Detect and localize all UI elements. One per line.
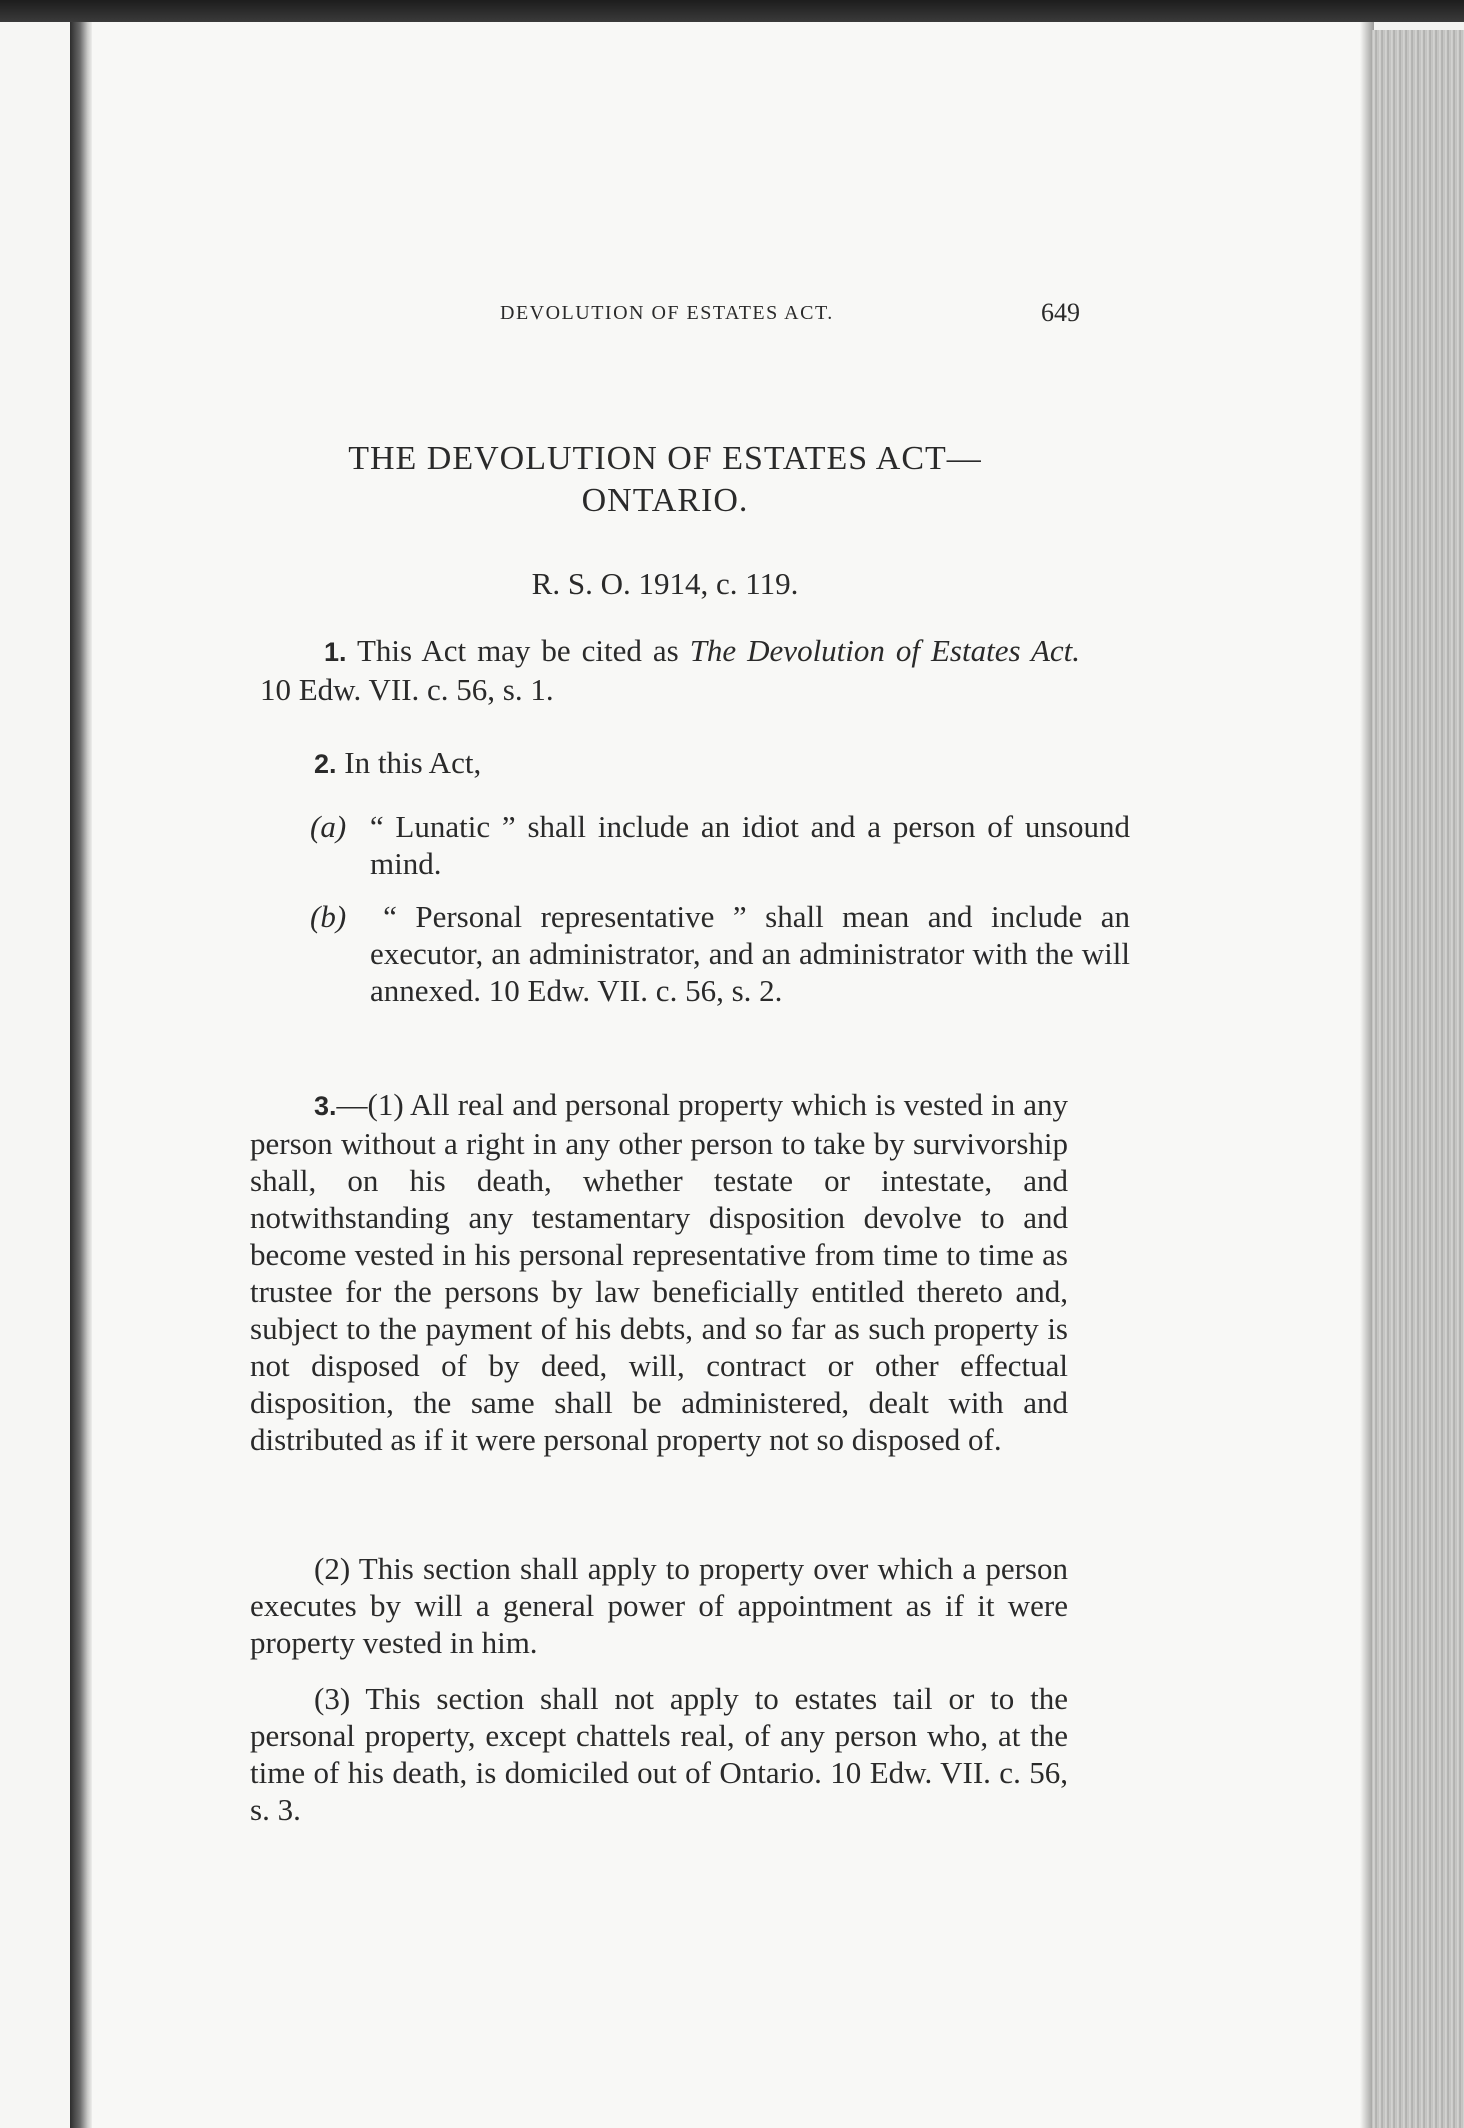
facing-page-edge <box>0 22 70 2128</box>
section-1-text: This Act may be cited as <box>346 633 690 668</box>
section-2-intro <box>250 744 1080 783</box>
section-3-subsection-2-text: (2) This section shall apply to property over which a person executes by will a general power of appointment as if it were property vested in him. <box>250 1551 1068 1660</box>
section-3-subsection-3-text: (3) This section shall not apply to estates tail or to the personal property, except chattels real, of any person who, at the time of his death, is domiciled out of Ontario. 10 Edw. VII. c. 56, s. 3. <box>250 1681 1068 1827</box>
section-3-subsection-1 <box>250 1086 1068 1458</box>
scan-background-top <box>0 0 1464 22</box>
definition-b-label: (b) <box>310 899 347 934</box>
section-1-number: 1. <box>324 637 347 667</box>
act-title-line-2: ONTARIO. <box>581 482 749 519</box>
section-1 <box>260 632 1080 708</box>
section-1-short-title: The Devolution of Estates Act. <box>689 633 1081 668</box>
section-3-number: 3. <box>314 1091 337 1121</box>
section-3-subsection-1-text: —(1) All real and personal property which is vested in any person without a right in any other person to take by survivorship shall, on his death, whether testate or intestate, and notwithstanding any testamentary disposition devolve to and become vested in his personal representative from time to time as trustee for the persons by law beneficially entitled thereto and, subject to the payment of his debts, and so far as such property is not disposed of by deed, will, contract or other effectual disposition, the same shall be administered, dealt with and distributed as if it were personal property not so disposed of. <box>250 1087 1068 1457</box>
section-2-number: 2. <box>314 749 337 779</box>
running-head <box>250 298 1080 338</box>
running-title: DEVOLUTION OF ESTATES ACT. <box>500 302 834 324</box>
section-3-subsection-3 <box>250 1680 1068 1828</box>
definition-a-label: (a) <box>310 809 347 844</box>
definition-a-text: “ Lunatic ” shall include an idiot and a person of unsound mind. <box>369 809 1130 881</box>
section-1-citation: 10 Edw. VII. c. 56, s. 1. <box>260 672 554 707</box>
definition-a <box>310 808 1130 882</box>
act-title-line-1: THE DEVOLUTION OF ESTATES ACT— <box>348 440 982 477</box>
section-2-intro-text: In this Act, <box>336 745 482 780</box>
page-stack-edge <box>1372 30 1464 2128</box>
act-title <box>250 438 1080 522</box>
definition-b <box>310 898 1130 1009</box>
page-number: 649 <box>1041 298 1080 327</box>
book-gutter <box>70 22 92 2128</box>
section-3-subsection-2 <box>250 1550 1068 1661</box>
act-citation: R. S. O. 1914, c. 119. <box>531 566 799 601</box>
definition-b-text: “ Personal representative ” shall mean and include an executor, an administrator, and an administrator with the will annexed. 10 Edw. VII. c. 56, s. 2. <box>370 899 1130 1008</box>
